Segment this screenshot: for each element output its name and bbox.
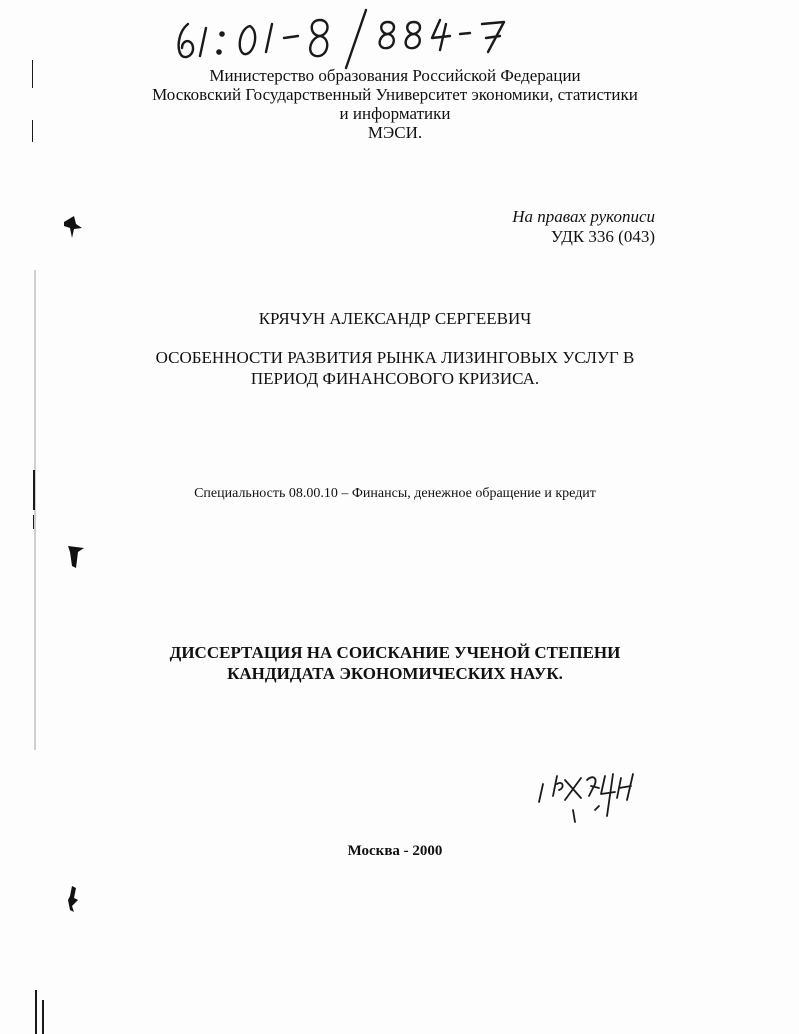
university-line: Московский Государственный Университет экономики, статистики (152, 85, 638, 104)
udk-code: УДК 336 (043) (550, 227, 655, 246)
institution-header (100, 66, 690, 142)
title-line: ОСОБЕННОСТИ РАЗВИТИЯ РЫНКА ЛИЗИНГОВЫХ УСЛУГ В (155, 348, 635, 367)
scan-edge-line (35, 990, 37, 1034)
ministry-line: Министерство образования Российской Федерации (209, 66, 581, 85)
handwritten-signature (535, 770, 645, 828)
scan-edge-line (33, 515, 34, 529)
rights-block (512, 207, 655, 247)
city-year: Москва - 2000 (347, 843, 443, 859)
scan-edge-line (42, 1000, 44, 1034)
degree-line: ДИССЕРТАЦИЯ НА СОИСКАНИЕ УЧЕНОЙ СТЕПЕНИ (169, 643, 621, 662)
degree-statement (100, 642, 690, 684)
author-name: КРЯЧУН АЛЕКСАНДР СЕРГЕЕВИЧ (258, 309, 532, 328)
binder-mark-icon (66, 544, 86, 570)
scan-edge-line (32, 60, 33, 88)
scan-edge-line (34, 270, 36, 750)
university-abbreviation: МЭСИ. (367, 123, 423, 142)
binder-mark-icon (62, 212, 86, 240)
manuscript-rights-note: На правах рукописи (512, 207, 655, 226)
binder-mark-icon (64, 884, 84, 914)
dissertation-title (100, 347, 690, 389)
scan-edge-line (32, 120, 33, 142)
specialty-line: Специальность 08.00.10 – Финансы, денежное обращение и кредит (194, 486, 596, 501)
scan-edge-line (33, 470, 35, 510)
university-line: и информатики (339, 104, 451, 123)
degree-line: КАНДИДАТА ЭКОНОМИЧЕСКИХ НАУК. (227, 664, 563, 683)
title-line: ПЕРИОД ФИНАНСОВОГО КРИЗИСА. (250, 369, 540, 388)
